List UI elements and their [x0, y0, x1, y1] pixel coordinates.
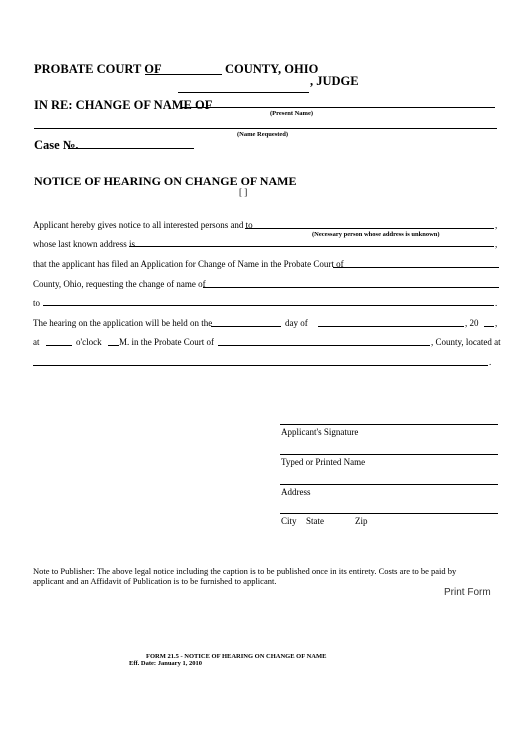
court-location-blank	[33, 365, 488, 366]
name-requested-blank	[34, 128, 497, 129]
last-address-blank	[129, 246, 494, 247]
judge-blank	[178, 92, 309, 93]
hearing-time-blank	[46, 345, 72, 346]
body-line-6-end: ,	[495, 318, 498, 328]
county-suffix: COUNTY, OHIO	[225, 62, 319, 76]
eff-date: Eff. Date: January 1, 2010	[129, 660, 202, 667]
judge-suffix: , JUDGE	[310, 74, 359, 88]
form-title: FORM 21.5 - NOTICE OF HEARING ON CHANGE OF NAME	[146, 653, 327, 660]
hearing-court-blank	[218, 345, 430, 346]
body-line-8-end: .	[489, 357, 492, 367]
body-line-1: Applicant hereby gives notice to all interested persons and to	[33, 220, 253, 230]
change-to-blank	[43, 305, 494, 306]
city-state-zip-line	[280, 513, 498, 514]
typed-name-label: Typed or Printed Name	[281, 457, 366, 467]
publisher-note-line-1: Note to Publisher: The above legal notice including the caption is to be published once in its entirety. Costs are to be paid by	[33, 566, 457, 576]
body-line-3: that the applicant has filed an Application for Change of Name in the Probate Court of	[33, 259, 344, 269]
body-line-1-end: ,	[495, 220, 498, 230]
print-form-button[interactable]: Print Form	[444, 587, 491, 598]
body-line-2-end: ,	[495, 239, 498, 249]
case-number-label: Case №.	[34, 138, 79, 152]
change-from-blank	[203, 287, 499, 288]
body-line-5-end: .	[495, 298, 498, 308]
body-line-6-c: , 20	[465, 318, 479, 328]
address-line	[280, 484, 498, 485]
body-line-4: County, Ohio, requesting the change of name of	[33, 279, 206, 289]
body-line-5: to	[33, 298, 41, 308]
signature-line	[280, 424, 498, 425]
am-pm-blank	[108, 345, 119, 346]
address-label: Address	[281, 487, 311, 497]
body-line-6-b: day of	[285, 318, 308, 328]
body-line-7-d: , County, located at	[431, 337, 501, 347]
state-label: State	[306, 516, 324, 526]
necessary-person-blank	[245, 228, 494, 229]
case-number-blank	[68, 148, 194, 149]
body-line-6-a: The hearing on the application will be held on the	[33, 318, 213, 328]
city-label: City	[281, 516, 297, 526]
name-requested-caption: (Name Requested)	[237, 131, 289, 138]
hearing-day-blank	[318, 326, 464, 327]
court-prefix: PROBATE COURT OF	[34, 62, 162, 76]
body-line-7-c: M. in the Probate Court of	[119, 337, 214, 347]
body-line-7-b: o'clock	[76, 337, 102, 347]
county-blank	[145, 74, 222, 75]
necessary-person-caption: (Necessary person whose address is unknown)	[312, 231, 440, 238]
publisher-note-line-2: applicant and an Affidavit of Publication is to be furnished to applicant.	[33, 576, 277, 586]
court-county-blank	[333, 267, 499, 268]
zip-label: Zip	[355, 516, 368, 526]
body-line-7-a: at	[33, 337, 40, 347]
hearing-year-blank	[484, 326, 494, 327]
notice-bracket: [ ]	[239, 187, 248, 197]
typed-name-line	[280, 454, 498, 455]
body-line-2: whose last known address is	[33, 239, 135, 249]
present-name-blank	[182, 107, 495, 108]
present-name-caption: (Present Name)	[270, 110, 314, 117]
in-re-label: IN RE: CHANGE OF NAME OF	[34, 98, 213, 112]
applicant-signature-label: Applicant's Signature	[281, 427, 359, 437]
notice-title: NOTICE OF HEARING ON CHANGE OF NAME	[34, 174, 297, 188]
hearing-date-blank	[211, 326, 281, 327]
